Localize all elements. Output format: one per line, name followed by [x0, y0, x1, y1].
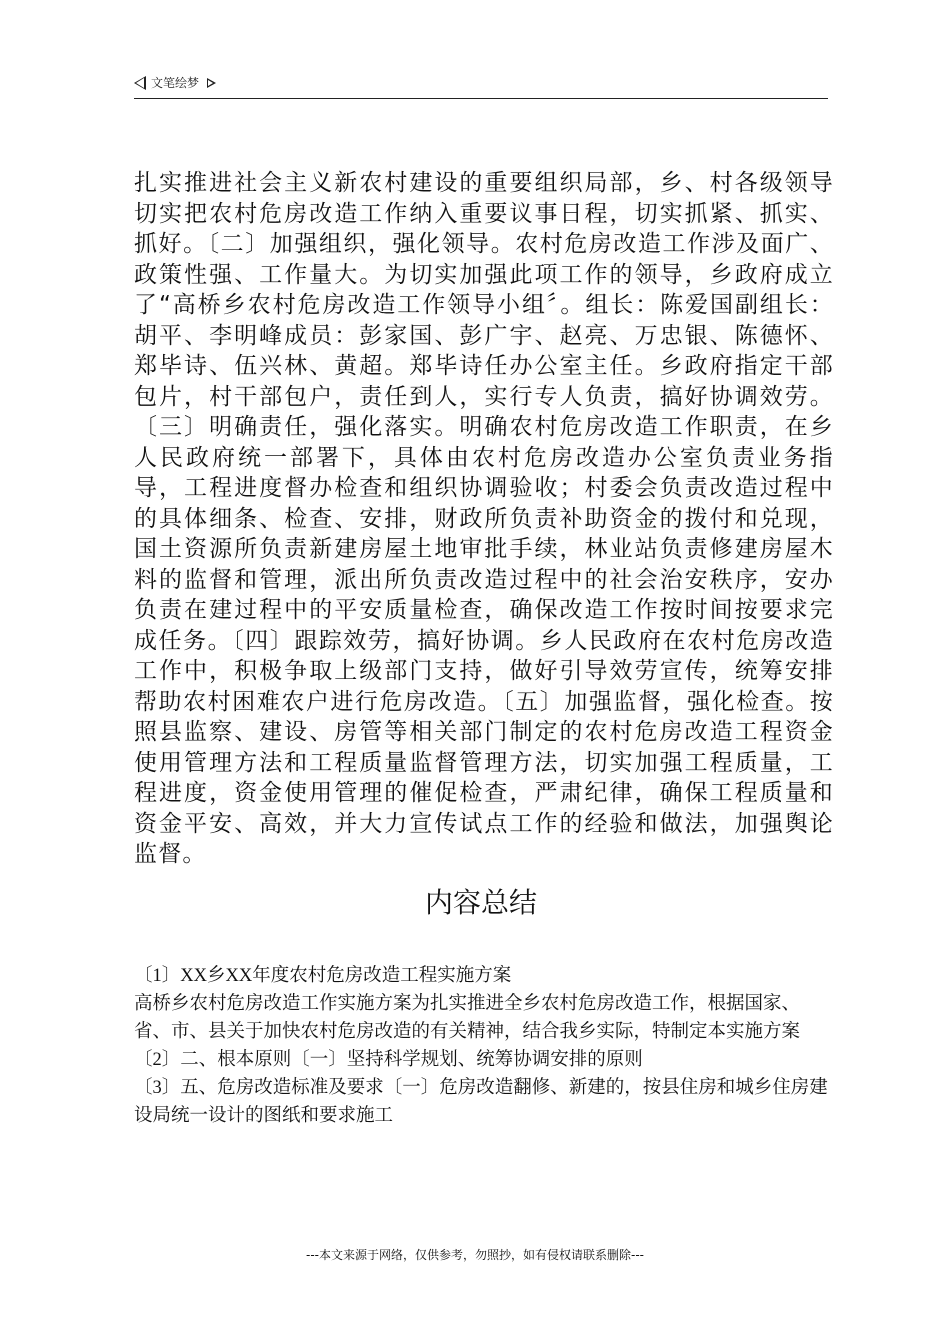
body-paragraph: 扎实推进社会主义新农村建设的重要组织局部，乡、村各级领导切实把农村危房改造工作纳入重要议事日程，切实抓紧、抓实、抓好。〔二〕加强组织，强化领导。农村危房改造工作涉及面广、政策性强、工作量大。为切实加强此项工作的领导，乡政府成立了“高桥乡农村危房改造工作领导小组〞。组长：陈爱国副组长：胡平、李明峰成员：彭家国、彭广宇、赵亮、万忠银、陈德怀、郑毕诗、伍兴林、黄超。郑毕诗任办公室主任。乡政府指定干部包片，村干部包户，责任到人，实行专人负责，搞好协调效劳。〔三〕明确责任，强化落实。明确农村危房改造工作职责，在乡人民政府统一部署下，具体由农村危房改造办公室负责业务指导，工程进度督办检查和组织协调验收；村委会负责改造过程中的具体细条、检查、安排，财政所负责补助资金的拨付和兑现，国土资源所负责新建房屋土地审批手续，林业站负责修建房屋木料的监督和管理，派出所负责改造过程中的社会治安秩序，安办负责在建过程中的平安质量检查，确保改造工作按时间按要求完成任务。〔四〕跟踪效劳，搞好协调。乡人民政府在农村危房改造工作中，积极争取上级部门支持，做好引导效劳宣传，统筹安排帮助农村困难农户进行危房改造。〔五〕加强监督，强化检查。按照县监察、建设、房管等相关部门制定的农村危房改造工程资金使用管理方法和工程质量监督管理方法，切实加强工程质量，工程进度，资金使用管理的催促检查，严肃纪律，确保工程质量和资金平安、高效，并大力宣传试点工作的经验和做法，加强舆论监督。 [134, 170, 834, 867]
summary-item-3: 〔3〕五、危房改造标准及要求〔一〕危房改造翻修、新建的，按县住房和城乡住房建设局统一设计的图纸和要求施工 [134, 1078, 828, 1126]
triangle-left-icon [134, 76, 146, 90]
header-title: 文笔绘梦 [151, 76, 200, 90]
summary-list [134, 962, 828, 1130]
page-header [134, 70, 828, 99]
summary-item-1: 〔1〕XX乡XX年度农村危房改造工程实施方案 [134, 966, 512, 986]
summary-title: 内容总结 [424, 888, 537, 919]
header-brand [134, 74, 216, 91]
page-footer: ---本文来源于网络，仅供参考，勿照抄，如有侵权请联系删除--- [306, 1248, 644, 1262]
summary-item-1-detail: 高桥乡农村危房改造工作实施方案为扎实推进全乡农村危房改造工作，根据国家、省、市、县关于加快农村危房改造的有关精神，结合我乡实际，特制定本实施方案 [134, 994, 801, 1042]
triangle-right-icon [207, 78, 216, 88]
summary-item-2: 〔2〕二、根本原则〔一〕坚持科学规划、统筹协调安排的原则 [134, 1050, 643, 1070]
